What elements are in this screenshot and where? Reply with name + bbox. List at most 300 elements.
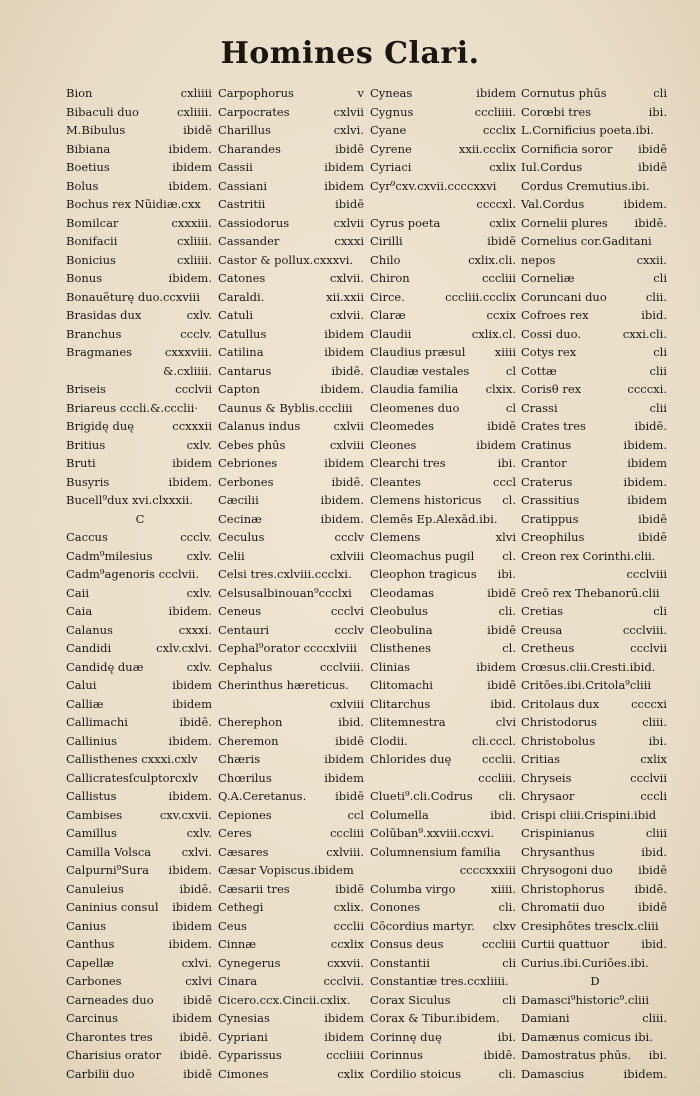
entry-reference: cli — [502, 955, 516, 970]
entry-reference: ccclv. — [180, 530, 212, 544]
entry-name: Cotys rex — [521, 345, 577, 359]
entry-reference: cli — [653, 271, 667, 285]
entry-reference: cxxi.cli. — [622, 326, 667, 341]
entry-name: Cassii — [218, 160, 253, 174]
index-entry — [370, 362, 518, 381]
index-entry — [370, 898, 518, 917]
entry-name: Camilla Volsca — [66, 844, 152, 859]
entry-reference: ccccxi — [631, 696, 667, 711]
entry-name: Cebes phūs — [218, 437, 286, 452]
entry-name: Callisthenes cxxxi.cxlv — [66, 752, 198, 766]
index-entry — [218, 547, 366, 566]
entry-name: Caia — [66, 604, 93, 618]
index-entry — [370, 843, 518, 862]
entry-reference: cli — [653, 86, 667, 100]
entry-reference: ibidē. — [331, 474, 364, 489]
entry-reference: ibidē — [638, 530, 667, 544]
entry-name: Capton — [218, 382, 260, 396]
entry-name: Callinius — [66, 733, 118, 748]
entry-name: Calliæ — [66, 696, 104, 711]
entry-reference: cxlv. — [186, 548, 212, 563]
entry-name: Columnensium familia — [370, 844, 501, 859]
index-entry — [218, 676, 366, 695]
entry-name: Cyneas — [370, 86, 413, 100]
index-entry — [370, 991, 518, 1010]
entry-reference: cccliii — [481, 937, 516, 951]
index-entry — [370, 917, 518, 936]
index-entry — [521, 824, 669, 843]
entry-name: Chilo — [370, 252, 401, 267]
entry-reference: ibidē — [638, 160, 667, 174]
index-entry — [218, 158, 366, 177]
index-entry — [370, 288, 518, 307]
index-column-1 — [66, 84, 214, 1081]
index-entry — [370, 269, 518, 288]
entry-name: Bibiana — [66, 141, 111, 156]
entry-reference: cxlix.cl. — [471, 326, 516, 341]
entry-name: Celsi tres.cxlviii.ccclxi. — [218, 567, 352, 581]
entry-name: Cleobulus — [370, 604, 428, 618]
index-entry — [218, 602, 366, 621]
entry-name: Charisius orator — [66, 1048, 162, 1062]
entry-reference: cliii — [645, 826, 667, 840]
entry-reference: clxv — [492, 918, 516, 933]
entry-name: Crates tres — [521, 419, 586, 433]
index-entry — [218, 510, 366, 529]
index-entry — [218, 214, 366, 233]
entry-reference: clvi — [495, 715, 516, 729]
index-entry — [521, 380, 669, 399]
entry-reference: cccliiii — [326, 1048, 364, 1062]
entry-name: Brigidę duę — [66, 419, 135, 433]
index-entry — [370, 343, 518, 362]
index-entry — [370, 1009, 518, 1028]
entry-reference: ibidē. — [634, 215, 667, 230]
index-entry — [370, 380, 518, 399]
entry-reference: cxlix. — [333, 900, 364, 914]
entry-reference: ibidem. — [168, 863, 212, 877]
index-entry — [66, 639, 214, 658]
entry-name: Damostratus phūs. — [521, 1048, 632, 1062]
index-entry — [66, 787, 214, 806]
index-entry — [370, 639, 518, 658]
entry-reference: ibidē. — [634, 881, 667, 896]
entry-name: Cassiodorus — [218, 215, 290, 230]
entry-reference: ibidem — [476, 659, 516, 674]
entry-name: Cæsares — [218, 844, 269, 859]
entry-name: Cornelii plures — [521, 215, 608, 230]
entry-reference: cxlvii. — [329, 308, 364, 322]
entry-name: Corax Siculus — [370, 992, 451, 1007]
index-entry — [218, 824, 366, 843]
entry-reference: ccclvii — [630, 770, 667, 785]
index-entry — [521, 1028, 669, 1047]
index-entry — [218, 695, 366, 714]
section-letter — [66, 510, 214, 529]
index-entry — [521, 713, 669, 732]
index-entry — [370, 880, 518, 899]
index-entry — [370, 436, 518, 455]
entry-name: Charontes tres — [66, 1029, 153, 1044]
index-column-3 — [370, 84, 518, 1081]
entry-name: Chiron — [370, 271, 410, 285]
entry-name: Claræ — [370, 308, 406, 322]
entry-name: Constantiæ tres.ccxliiii. — [370, 974, 509, 988]
entry-reference: ibidē — [335, 141, 364, 156]
entry-reference: cxlviii — [329, 548, 364, 563]
index-entry — [66, 140, 214, 159]
entry-name: Briareus cccli.&.ccclii· — [66, 400, 198, 415]
entry-name: Bolus — [66, 178, 99, 193]
entry-name: Cretias — [521, 604, 564, 618]
entry-name: Cephalus — [218, 659, 273, 674]
entry-reference: ibidem. — [168, 604, 212, 618]
index-entry — [218, 584, 366, 603]
entry-reference: ibidē — [335, 789, 364, 803]
entry-name: Caninius consul — [66, 900, 159, 914]
entry-reference: clii — [649, 400, 667, 415]
entry-name: Cossi duo. — [521, 326, 582, 341]
index-entry — [370, 769, 518, 788]
entry-name: Bomilcar — [66, 215, 119, 230]
entry-reference: ibidem — [172, 1011, 212, 1025]
entry-name: Castritii — [218, 197, 266, 211]
entry-name: Cebriones — [218, 456, 278, 470]
entry-name: Catones — [218, 271, 266, 285]
index-entry — [218, 195, 366, 214]
entry-name: Creō rex Thebanorū.clii — [521, 585, 660, 600]
entry-name: Cæcilii — [218, 493, 259, 507]
entry-reference: v — [357, 86, 364, 100]
entry-name: Clinias — [370, 659, 410, 674]
index-entry — [521, 491, 669, 510]
entry-name: Q.A.Ceretanus. — [218, 789, 307, 803]
entry-name: Damænus comicus ibi. — [521, 1029, 653, 1044]
entry-name: Cratinus — [521, 437, 572, 452]
entry-name: Cleophon tragicus — [370, 567, 477, 581]
index-entry — [66, 1046, 214, 1065]
entry-name: Cæsar Vopiscus.ibidem — [218, 863, 354, 877]
entry-reference: ibidē. — [179, 881, 212, 896]
index-entry — [521, 602, 669, 621]
entry-name: Briseis — [66, 382, 106, 396]
entry-name: Critōes.ibi.Critola⁹cliii — [521, 678, 652, 692]
index-entry — [66, 325, 214, 344]
entry-name: Cassander — [218, 234, 280, 248]
entry-name: Creophilus — [521, 530, 585, 544]
index-entry — [218, 380, 366, 399]
entry-reference: xiiii. — [491, 881, 516, 896]
index-entry — [521, 861, 669, 880]
index-entry — [370, 103, 518, 122]
index-entry — [521, 843, 669, 862]
entry-reference: ccclv. — [180, 326, 212, 341]
index-entry — [218, 473, 366, 492]
entry-name: Cantarus — [218, 363, 272, 378]
index-entry — [218, 917, 366, 936]
entry-reference: ibidem — [324, 770, 364, 785]
index-entry — [521, 1065, 669, 1084]
entry-name: Corinnę duę — [370, 1029, 442, 1044]
entry-name: Charillus — [218, 123, 271, 137]
entry-name: Critias — [521, 752, 561, 766]
index-entry — [218, 621, 366, 640]
entry-name: Calanus indus — [218, 419, 301, 433]
index-entry — [66, 288, 214, 307]
entry-name: Chryseis — [521, 770, 572, 785]
index-entry — [218, 362, 366, 381]
entry-reference: ibid. — [490, 696, 516, 711]
entry-name: Cornutus phūs — [521, 86, 607, 100]
entry-name: Chæris — [218, 752, 261, 766]
entry-reference: cxxxviii. — [164, 345, 212, 359]
index-entry — [66, 954, 214, 973]
index-entry — [370, 491, 518, 510]
entry-name: Celsusalbinouan⁹ccclxi — [218, 585, 352, 600]
entry-reference: ibidē — [183, 123, 212, 137]
index-entry — [521, 565, 669, 584]
entry-reference: ibid. — [641, 844, 667, 859]
entry-name: Clearchi tres — [370, 456, 446, 470]
entry-name: Curius.ibi.Curiōes.ibi. — [521, 955, 649, 970]
entry-name: Caii — [66, 585, 90, 600]
entry-reference: cxlvi — [185, 974, 212, 988]
entry-reference: ibidē — [335, 881, 364, 896]
index-entry — [218, 972, 366, 991]
entry-reference: ibidem — [324, 345, 364, 359]
entry-reference: ibidē. — [179, 715, 212, 729]
entry-name: D — [590, 974, 600, 988]
entry-name: Cinara — [218, 974, 258, 988]
entry-name: nepos — [521, 252, 556, 267]
entry-name: Cypriani — [218, 1029, 268, 1044]
index-entry — [521, 325, 669, 344]
index-entry — [521, 214, 669, 233]
entry-reference: cxlvii. — [329, 271, 364, 285]
index-entry — [66, 861, 214, 880]
index-entry — [66, 528, 214, 547]
index-entry — [218, 1009, 366, 1028]
entry-name: Charandes — [218, 141, 281, 156]
index-entry — [521, 343, 669, 362]
entry-name: Chromatii duo — [521, 900, 605, 914]
index-entry — [66, 584, 214, 603]
index-entry — [370, 935, 518, 954]
index-entry — [370, 676, 518, 695]
entry-name: Candidę duæ — [66, 659, 144, 674]
entry-reference: cccliii. — [478, 770, 516, 785]
entry-reference: ibidem — [172, 918, 212, 933]
entry-reference: ibidē. — [179, 1048, 212, 1062]
entry-reference: ibidē — [335, 197, 364, 211]
entry-reference: ibidem — [476, 86, 516, 100]
index-entry — [66, 750, 214, 769]
entry-reference: ccxlix — [330, 937, 364, 951]
index-column-2 — [218, 84, 366, 1081]
index-entry — [370, 417, 518, 436]
index-entry — [66, 676, 214, 695]
index-entry — [218, 177, 366, 196]
index-entry — [66, 621, 214, 640]
entry-reference: xii.xxii — [326, 289, 364, 304]
entry-reference: ibidē — [638, 511, 667, 526]
index-entry — [521, 695, 669, 714]
entry-name: Corinnus — [370, 1048, 424, 1062]
index-entry — [370, 547, 518, 566]
entry-name: Cynegerus — [218, 955, 281, 970]
index-entry — [218, 769, 366, 788]
entry-name: Cethegi — [218, 900, 264, 914]
entry-name: Cornificia soror — [521, 141, 613, 156]
entry-name: Colūban⁹.xxviii.ccxvi. — [370, 826, 495, 840]
entry-reference: cxlviii — [329, 437, 364, 452]
entry-name: Cadm⁹milesius — [66, 548, 153, 563]
index-entry — [66, 1009, 214, 1028]
entry-name: Christobolus — [521, 733, 596, 748]
entry-reference: cli. — [498, 604, 516, 618]
entry-reference: ibidē. — [483, 1048, 516, 1062]
index-entry — [66, 84, 214, 103]
entry-reference: cxlv. — [186, 826, 212, 840]
entry-reference: ccccxl. — [476, 197, 516, 211]
index-entry — [66, 343, 214, 362]
entry-name: Curtii quattuor — [521, 937, 610, 951]
entry-name: Carpophorus — [218, 86, 294, 100]
entry-reference: ibi. — [497, 1029, 516, 1044]
entry-name: Canuleius — [66, 881, 124, 896]
index-entry — [521, 288, 669, 307]
entry-reference: ibid. — [641, 308, 667, 322]
entry-name: Iul.Cordus — [521, 160, 583, 174]
entry-reference: cli — [653, 604, 667, 618]
index-column-4 — [521, 84, 669, 1081]
entry-name: Cherinthus hæreticus. — [218, 678, 349, 692]
entry-reference: cli.cccl. — [471, 733, 516, 748]
entry-reference: ibi. — [497, 456, 516, 470]
entry-reference: ibidem — [324, 1011, 364, 1025]
entry-name: Chrysaor — [521, 789, 575, 803]
index-entry — [370, 84, 518, 103]
entry-name: Cassiani — [218, 178, 268, 193]
index-entry — [370, 121, 518, 140]
entry-name: Bion — [66, 86, 93, 100]
entry-name: Columella — [370, 807, 429, 822]
index-entry — [370, 214, 518, 233]
entry-name: Cōcordius martyr. — [370, 918, 475, 933]
entry-reference: ibidem. — [320, 382, 364, 396]
index-entry — [66, 972, 214, 991]
index-entry — [66, 417, 214, 436]
entry-reference: cxlvii — [333, 104, 364, 119]
index-entry — [521, 732, 669, 751]
entry-reference: cxliiii — [180, 86, 212, 100]
entry-name: Caraldi. — [218, 289, 265, 304]
index-entry — [370, 806, 518, 825]
index-entry — [370, 232, 518, 251]
entry-reference: ibidem. — [168, 474, 212, 489]
entry-reference: ibidem — [324, 1029, 364, 1044]
entry-reference: cccliii — [481, 271, 516, 285]
entry-name: Carcinus — [66, 1011, 118, 1025]
index-entry — [66, 991, 214, 1010]
index-entry — [521, 880, 669, 899]
entry-name: Cicero.ccx.Cincii.cxlix. — [218, 992, 351, 1007]
index-entry — [521, 639, 669, 658]
index-entry — [66, 917, 214, 936]
index-entry — [66, 454, 214, 473]
index-entry — [66, 695, 214, 714]
entry-reference: ibidē. — [634, 419, 667, 433]
entry-reference: cl — [505, 400, 516, 415]
index-entry — [218, 898, 366, 917]
entry-name: Cynesias — [218, 1011, 270, 1025]
entry-reference: cli — [653, 345, 667, 359]
entry-reference: ccclviii. — [622, 622, 667, 637]
index-entry — [370, 158, 518, 177]
entry-name: Clitomachi — [370, 678, 433, 692]
index-entry — [66, 399, 214, 418]
index-entry — [521, 195, 669, 214]
entry-reference: ibidē. — [179, 1029, 212, 1044]
entry-name: Bucell⁹dux xvi.clxxxii. — [66, 493, 193, 507]
entry-name: Cleobulina — [370, 622, 433, 637]
entry-name: Chrysogoni duo — [521, 863, 613, 877]
entry-reference: ccclii. — [481, 752, 516, 766]
entry-name: Bochus rex Nũidiæ.cxx — [66, 197, 201, 211]
index-entry — [66, 1065, 214, 1084]
index-entry — [218, 399, 366, 418]
index-entry — [66, 121, 214, 140]
entry-reference: ibidem — [476, 437, 516, 452]
entry-name: Canius — [66, 918, 107, 933]
index-entry — [370, 954, 518, 973]
entry-reference: ibidē — [183, 992, 212, 1007]
entry-name: Claudiæ vestales — [370, 363, 470, 378]
entry-reference: cxlviii — [329, 696, 364, 711]
entry-reference: ibidem. — [320, 511, 364, 526]
entry-reference: cxlv. — [186, 437, 212, 452]
index-entry — [218, 84, 366, 103]
index-entry — [66, 824, 214, 843]
entry-name: Chrysanthus — [521, 844, 595, 859]
entry-reference: ibidē — [487, 585, 516, 600]
entry-name: Clitarchus — [370, 696, 431, 711]
index-entry — [521, 806, 669, 825]
entry-reference: cxliiii. — [177, 104, 212, 119]
page-title: Homines Clari. — [220, 36, 480, 71]
index-entry — [66, 232, 214, 251]
entry-reference: cxlvi. — [333, 123, 364, 137]
index-entry — [521, 399, 669, 418]
entry-name: Ceneus — [218, 604, 262, 618]
entry-reference: ibidem. — [168, 271, 212, 285]
entry-name: Columba virgo — [370, 881, 456, 896]
index-entry — [218, 658, 366, 677]
entry-name: Cleomenes duo — [370, 400, 460, 415]
entry-reference: ibidē — [638, 900, 667, 914]
entry-reference: cxxxi — [334, 234, 364, 248]
entry-reference: cxxii. — [636, 252, 667, 267]
entry-name: Damascius — [521, 1066, 585, 1081]
entry-name: Circe. — [370, 289, 405, 304]
entry-reference: ibidem — [324, 456, 364, 470]
entry-reference: cl. — [502, 493, 516, 507]
index-entry — [66, 158, 214, 177]
index-entry — [521, 436, 669, 455]
entry-name: Cimones — [218, 1066, 269, 1081]
entry-reference: cxliiii. — [177, 234, 212, 248]
entry-reference: xxii.ccclix — [458, 141, 516, 156]
